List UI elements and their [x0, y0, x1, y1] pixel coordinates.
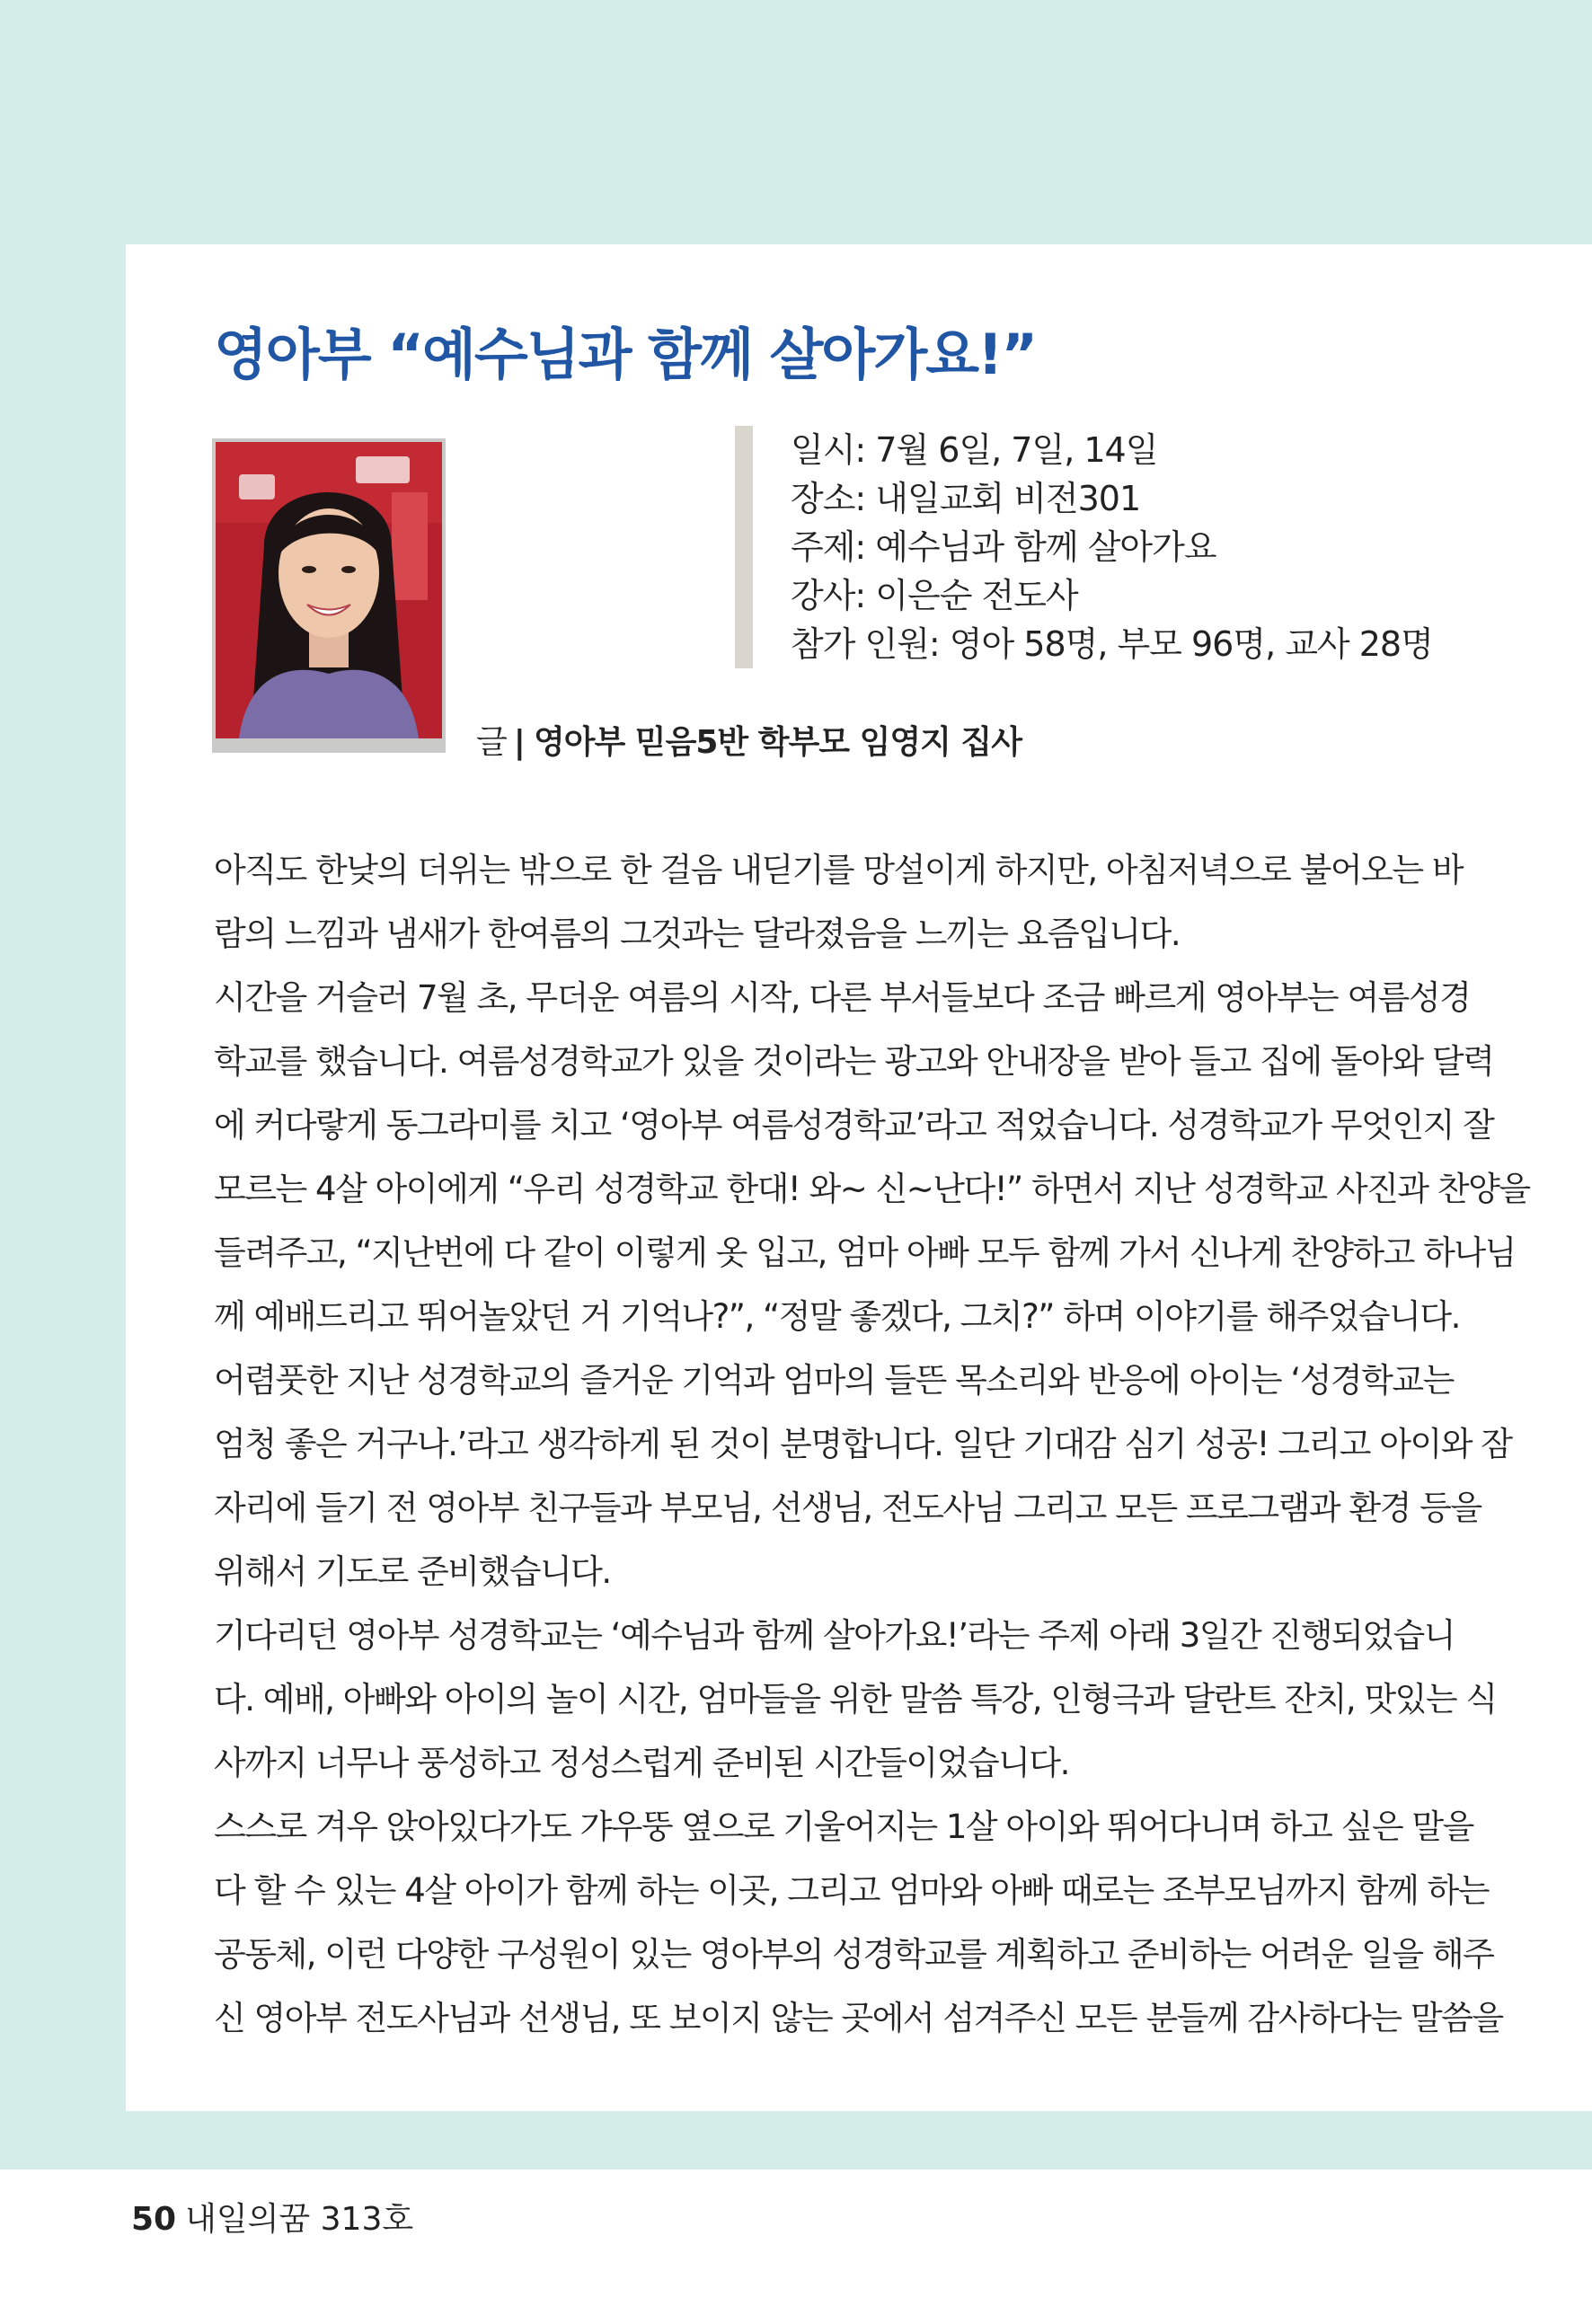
body-line: 에 커다랗게 동그라미를 치고 ‘영아부 여름성경학교’라고 적었습니다. 성경학교가 무엇인지 잘	[214, 1106, 1494, 1144]
article-title: 영아부 “예수님과 함께 살아가요!”	[214, 322, 1037, 387]
info-place: 장소: 내일교회 비전301	[791, 479, 1141, 518]
body-line: 시간을 거슬러 7월 초, 무더운 여름의 시작, 다른 부서들보다 조금 빠르게 영아부는 여름성경	[214, 978, 1471, 1017]
body-line: 다 할 수 있는 4살 아이가 함께 하는 이곳, 그리고 엄마와 아빠 때로는 조부모님까지 함께 하는	[214, 1871, 1489, 1910]
body-line: 자리에 들기 전 영아부 친구들과 부모님, 선생님, 전도사님 그리고 모든 프로그램과 환경 등을	[214, 1489, 1481, 1527]
body-line: 위해서 기도로 준비했습니다.	[214, 1552, 611, 1591]
author-photo	[212, 438, 446, 753]
body-line: 께 예배드리고 뛰어놀았던 거 기억나?”, “정말 좋겠다, 그치?” 하며 이야기를 해주었습니다.	[214, 1297, 1460, 1336]
body-line: 공동체, 이런 다양한 구성원이 있는 영아부의 성경학교를 계획하고 준비하는 어려운 일을 해주	[214, 1935, 1494, 1974]
body-line: 어렴풋한 지난 성경학교의 즐거운 기억과 엄마의 들뜬 목소리와 반응에 아이는 ‘성경학교는	[214, 1361, 1454, 1400]
byline-prefix: 글	[476, 724, 507, 761]
body-line: 람의 느낌과 냄새가 한여름의 그것과는 달라졌음을 느끼는 요즘입니다.	[214, 915, 1181, 953]
body-line: 학교를 했습니다. 여름성경학교가 있을 것이라는 광고와 안내장을 받아 들고 집에 돌아와 달력	[214, 1042, 1494, 1081]
body-line: 아직도 한낮의 더위는 밖으로 한 걸음 내딛기를 망설이게 하지만, 아침저녁으로 불어오는 바	[214, 851, 1464, 889]
body-line: 사까지 너무나 풍성하고 정성스럽게 준비된 시간들이었습니다.	[214, 1744, 1069, 1782]
info-theme: 주제: 예수님과 함께 살아가요	[791, 527, 1216, 567]
left-band	[0, 244, 126, 2113]
page-number: 50	[131, 2201, 177, 2238]
body-line: 모르는 4살 아이에게 “우리 성경학교 한대! 와~ 신~난다!” 하면서 지난 성경학교 사진과 찬양을	[214, 1170, 1530, 1208]
body-line: 들려주고, “지난번에 다 같이 이렇게 옷 입고, 엄마 아빠 모두 함께 가서 신나게 찬양하고 하나님	[214, 1233, 1516, 1272]
info-speaker: 강사: 이은순 전도사	[791, 576, 1078, 615]
body-line: 엄청 좋은 거구나.’라고 생각하게 된 것이 분명합니다. 일단 기대감 심기 성공! 그리고 아이와 잠	[214, 1425, 1512, 1463]
body-line: 스스로 겨우 앉아있다가도 갸우뚱 옆으로 기울어지는 1살 아이와 뛰어다니며 하고 싶은 말을	[214, 1807, 1473, 1846]
event-info	[735, 426, 1455, 668]
publication-name: 내일의꿈 313호	[185, 2201, 414, 2238]
article-body	[214, 838, 1530, 2050]
bottom-band	[0, 2111, 1592, 2169]
info-date: 일시: 7월 6일, 7일, 14일	[791, 430, 1158, 470]
top-band	[0, 0, 1592, 244]
byline	[476, 717, 1022, 763]
byline-separator: |	[513, 724, 525, 761]
body-line: 다. 예배, 아빠와 아이의 놀이 시간, 엄마들을 위한 말씀 특강, 인형극과 달란트 잔치, 맛있는 식	[214, 1680, 1497, 1719]
body-line: 신 영아부 전도사님과 선생님, 또 보이지 않는 곳에서 섬겨주신 모든 분들께 감사하다는 말씀을	[214, 1999, 1503, 2037]
byline-author: 영아부 믿음5반 학부모 임영지 집사	[533, 724, 1022, 761]
body-line: 기다리던 영아부 성경학교는 ‘예수님과 함께 살아가요!’라는 주제 아래 3일간 진행되었습니	[214, 1616, 1455, 1655]
page-footer	[131, 2194, 413, 2240]
info-attendance: 참가 인원: 영아 58명, 부모 96명, 교사 28명	[791, 624, 1433, 664]
